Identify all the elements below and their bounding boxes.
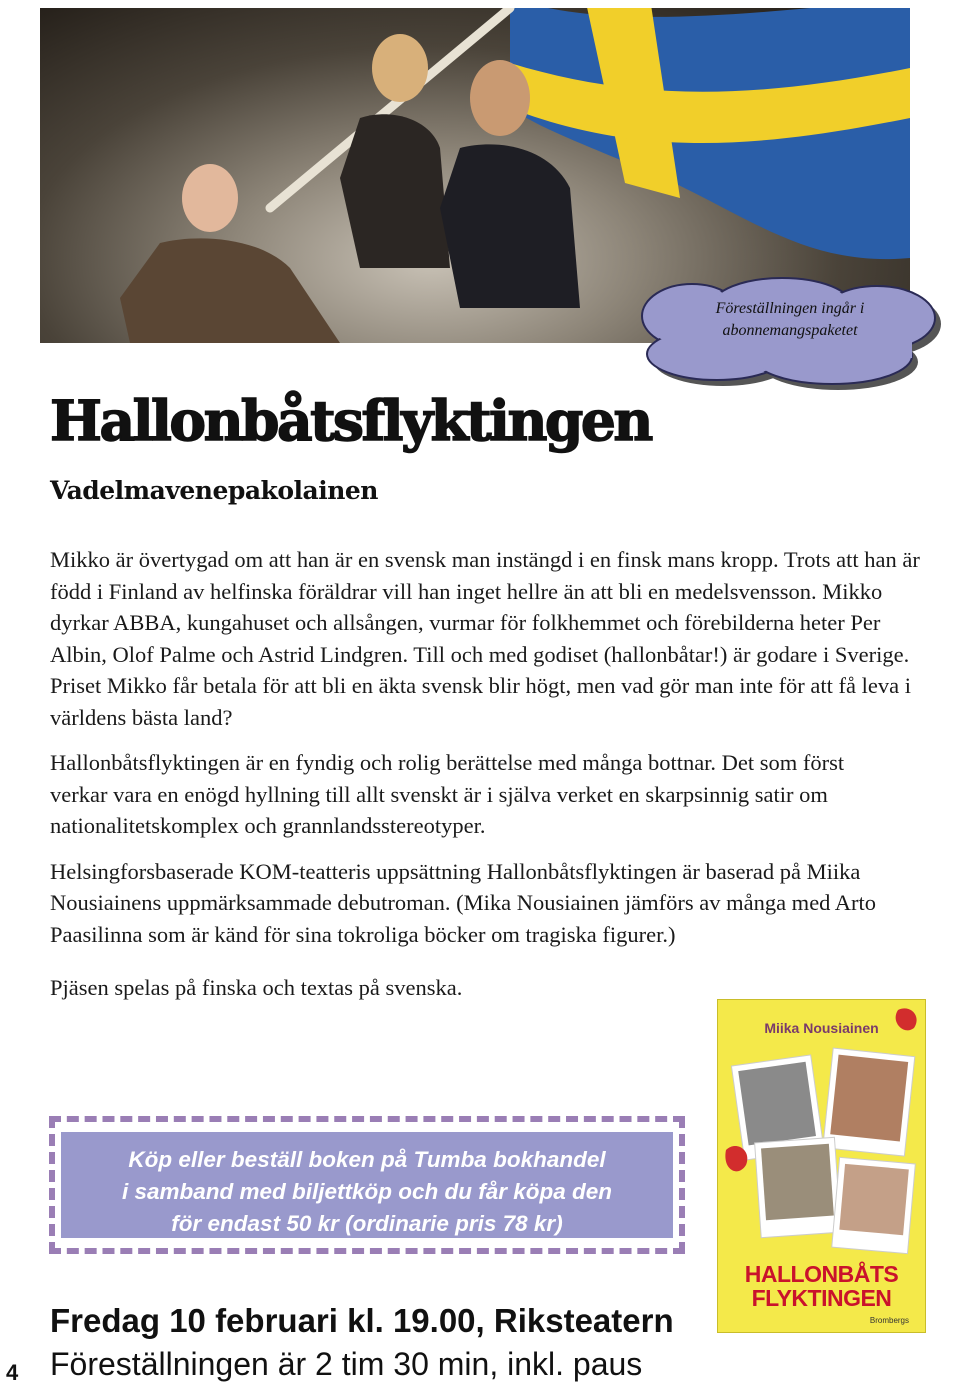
badge-line-2: abonnemangspaketet [722,322,858,339]
book-author: Miika Nousiainen [764,1020,879,1036]
book-offer-box [49,1116,685,1254]
paragraph-2: Hallonbåtsflyktingen är en fyndig och rolig berättelse med många bottnar. Det som först verkar vara en enögd hyllning till allt svenskt är i själva verket en skarpsinnig satir om nationalitetskomplex och grannlandsstereotyper. [50,750,845,838]
offer-text [55,1144,679,1240]
badge-line-1: Föreställningen ingår i [715,300,865,317]
book-title-line-2: FLYKTINGEN [751,1285,892,1311]
book-title-line-1: HALLONBÅTS [744,1261,899,1287]
figure-man-left-body [120,238,340,343]
book-publisher: Brombergs [869,1316,909,1325]
event-duration: Föreställningen är 2 tim 30 min, inkl. paus [50,1346,643,1382]
book-cover [718,1000,925,1332]
subscription-badge [622,276,956,396]
book-title [718,1262,925,1310]
paragraph-1: Mikko är övertygad om att han är en svensk man instängd i en finsk mans kropp. Trots att han är född i Finland av helfinska föräldrar vill han inget hellre än att bli en medelsvensson. Mikko dyrkar ABBA, kungahuset och allsången, vurmar för folkhemmet och förebilderna heter Per Albin, Olof Palme och Astrid Lindgren. Till och med godiset (hallonbåtar!) är godare i Sverige. Priset Mikko får betala för att bli en äkta svensk blir högt, men vad gör man inte för att få leva i världens bästa land? [50,547,920,730]
figure-man-right-head [470,60,530,136]
event-date: Fredag 10 februari kl. 19.00, Riksteatern [50,1302,674,1339]
figure-woman-body [340,114,450,268]
page-subtitle: Vadelmavenepakolainen [50,476,378,505]
offer-line-3: för endast 50 kr (ordinarie pris 78 kr) [171,1211,563,1236]
figure-woman-head [372,34,428,102]
figure-man-right-body [440,144,580,308]
page-number: 4 [6,1360,19,1385]
paragraph-4: Pjäsen spelas på finska och textas på svenska. [50,975,463,1000]
offer-line-2: i samband med biljettköp och du får köpa den [121,1179,613,1204]
figure-man-left-head [182,164,238,232]
article-body [50,544,920,1018]
page-title: Hallonbåtsflyktingen [50,388,651,453]
paragraph-3: Helsingforsbaserade KOM-teatteris uppsättning Hallonbåtsflyktingen är baserad på Miika Nousiainens uppmärksammade debutroman. (Mika Nousiainen jämförs av många med Arto Paasilinna som är känd för sina tokroliga böcker om tragiska figurer.) [50,858,877,947]
offer-line-1: Köp eller beställ boken på Tumba bokhandel [128,1147,606,1172]
badge-text [662,298,918,342]
